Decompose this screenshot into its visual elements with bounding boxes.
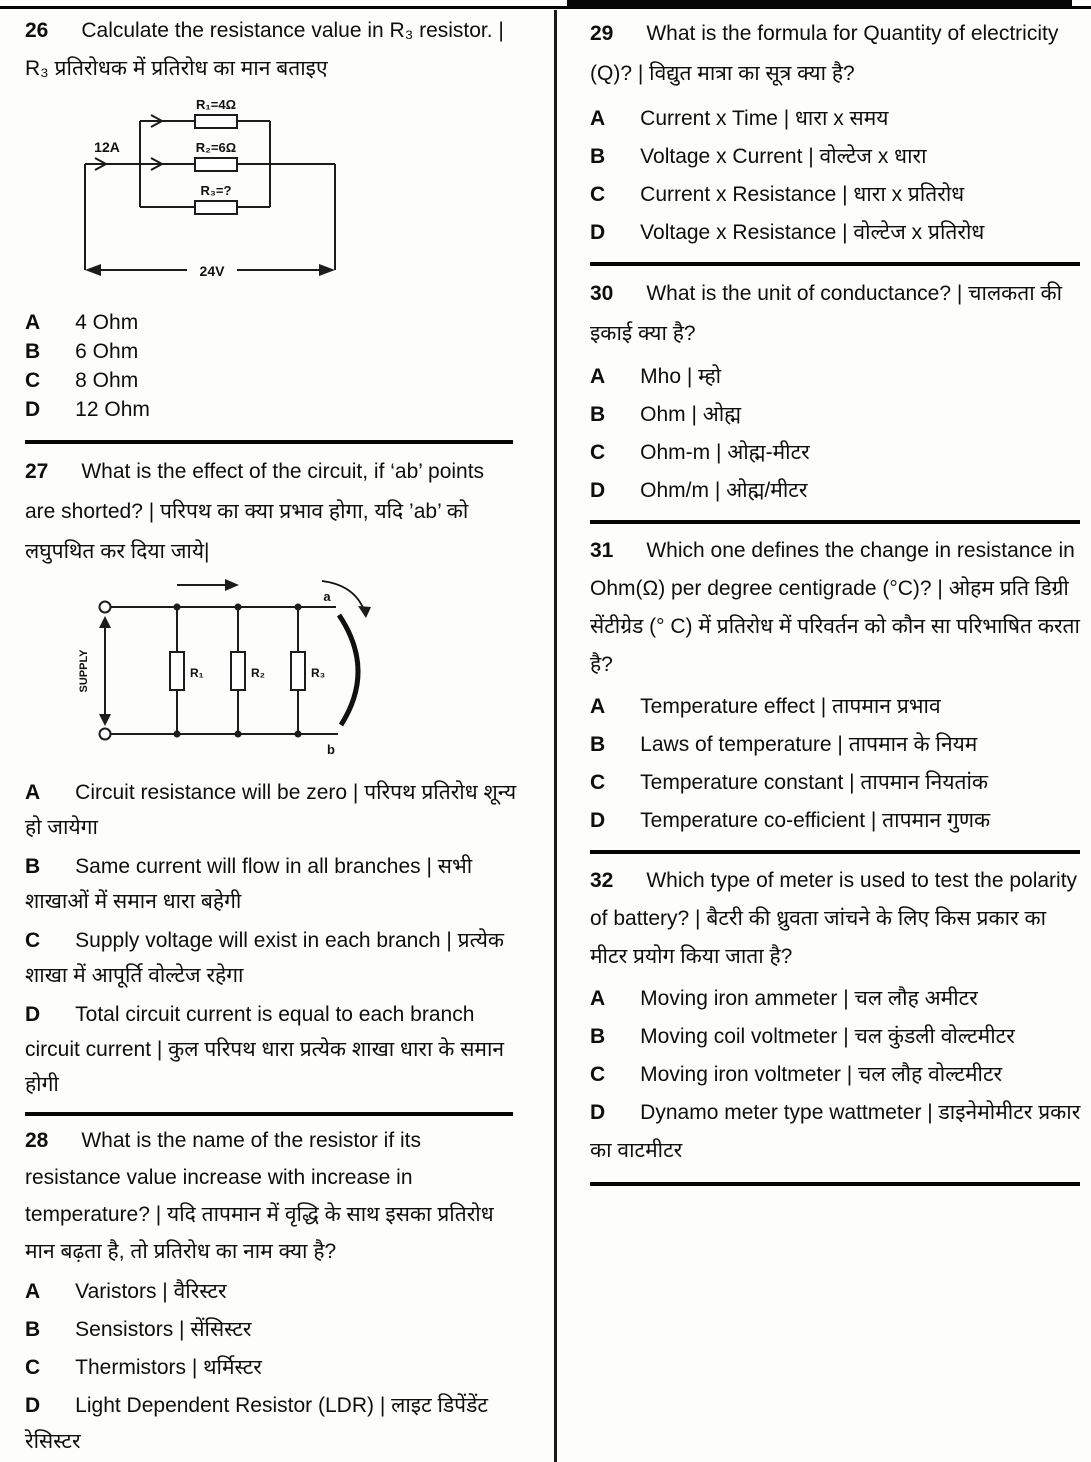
option-a: A Mho | म्हो: [590, 365, 722, 388]
question-body: Which type of meter is used to test the polarity of battery? | बैटरी की ध्रुवता जांचने के लिए किस प्रकार का मीटर प्रयोग किया जाता है?: [590, 869, 1078, 968]
question-32-text: [590, 862, 1082, 976]
option-d: D Ohm/m | ओह्म/मीटर: [590, 479, 808, 502]
column-divider: [554, 10, 557, 1462]
resistor-r1-label: R₁=4Ω: [195, 97, 237, 112]
left-column: [25, 10, 520, 1462]
supply-arrow-up: [99, 616, 111, 628]
option-d: D 12 Ohm: [25, 398, 150, 421]
question-separator: [25, 1112, 513, 1116]
resistor-r1-box: [170, 652, 184, 690]
question-29: [590, 14, 1082, 252]
question-27-text: [25, 452, 520, 572]
question-28-text: [25, 1122, 520, 1270]
page-top-rule: [0, 6, 1091, 9]
question-32: [590, 862, 1082, 1170]
option-b: B Moving coil voltmeter | चल कुंडली वोल्टमीटर: [590, 1025, 1015, 1048]
option-d: D Voltage x Resistance | वोल्टेज x प्रतिरोध: [590, 221, 985, 244]
current-label: 12A: [94, 139, 120, 155]
resistor-r3-label: R₃=?: [200, 183, 232, 198]
option-a: A Circuit resistance will be zero | परिपथ प्रतिरोध शून्य हो जायेगा: [25, 781, 517, 839]
question-body: Calculate the resistance value in R₃ resistor. | R₃ प्रतिरोधक में प्रतिरोध का मान बताइए: [25, 19, 504, 80]
resistor-r3-label: R₃: [311, 666, 326, 680]
supply-arrow-down: [99, 714, 111, 726]
question-separator: [25, 440, 513, 444]
voltage-arrow-right: [319, 264, 335, 276]
option-b: B Voltage x Current | वोल्टेज x धारा: [590, 145, 927, 168]
option-d: D Temperature co-efficient | तापमान गुणक: [590, 809, 991, 832]
question-26-text: [25, 12, 520, 88]
question-number: 32: [590, 869, 614, 892]
option-c: C Ohm-m | ओह्म-मीटर: [590, 441, 810, 464]
question-29-text: [590, 14, 1082, 94]
resistor-r3-box: [291, 652, 305, 690]
question-28: [25, 1122, 520, 1460]
question-body: What is the effect of the circuit, if ‘ab’ points are shorted? | परिपथ का क्या प्रभाव होगा, यदि ’ab’ को लघुपथित कर दिया जाये|: [25, 460, 485, 563]
question-number: 28: [25, 1129, 49, 1152]
question-separator: [590, 520, 1080, 524]
question-27-circuit-figure: [25, 574, 520, 771]
question-32-options: [590, 980, 1082, 1170]
option-c: C Current x Resistance | धारा x प्रतिरोध: [590, 183, 965, 206]
question-number: 30: [590, 282, 614, 305]
question-number: 31: [590, 539, 614, 562]
resistor-r2-box: [195, 158, 237, 171]
option-b: B Same current will flow in all branches | सभी शाखाओं में समान धारा बहेगी: [25, 855, 473, 913]
resistor-r1-label: R₁: [190, 666, 204, 680]
question-body: What is the formula for Quantity of electricity (Q)? | विद्युत मात्रा का सूत्र क्या है?: [590, 22, 1059, 85]
short-arc: [339, 615, 358, 725]
supply-terminal-bottom: [100, 729, 111, 740]
question-number: 27: [25, 460, 49, 483]
question-31-text: [590, 532, 1082, 684]
point-b-label: b: [327, 742, 335, 757]
question-26-options: [25, 308, 520, 424]
question-30: [590, 274, 1082, 510]
option-b: B Ohm | ओह्म: [590, 403, 742, 426]
question-30-text: [590, 274, 1082, 354]
question-31-options: [590, 688, 1082, 840]
question-separator: [590, 850, 1080, 854]
parallel-resistor-circuit-diagram: [25, 94, 520, 289]
option-a: A Current x Time | धारा x समय: [590, 107, 889, 130]
question-27: [25, 452, 520, 1102]
option-d: D Total circuit current is equal to each branch circuit current | कुल परिपथ धारा प्रत्येक शाखा धारा के समान होगी: [25, 1003, 505, 1096]
resistor-r2-label: R₂: [251, 666, 265, 680]
option-c: C Moving iron voltmeter | चल लौह वोल्टमीटर: [590, 1063, 1003, 1086]
option-b: B 6 Ohm: [25, 340, 139, 363]
question-27-options: [25, 775, 520, 1102]
resistor-boxes: [195, 115, 237, 214]
resistor-r1-box: [195, 115, 237, 128]
question-31: [590, 532, 1082, 840]
option-b: B Laws of temperature | तापमान के नियम: [590, 733, 978, 756]
point-a-label: a: [323, 589, 331, 604]
option-a: A Temperature effect | तापमान प्रभाव: [590, 695, 941, 718]
option-d: D Light Dependent Resistor (LDR) | लाइट डिपेंडेंट रेसिस्टर: [25, 1394, 488, 1453]
option-c: C 8 Ohm: [25, 369, 139, 392]
question-body: Which one defines the change in resistance in Ohm(Ω) per degree centigrade (°C)? | ओहम प्रति डिग्री सेंटीग्रेड (° C) में प्रतिरोध में परिवर्तन को कौन सा परिभाषित करता है?: [590, 539, 1080, 676]
voltage-arrow-left: [85, 264, 101, 276]
option-c: C Thermistors | थर्मिस्टर: [25, 1356, 262, 1379]
resistor-r2-label: R₂=6Ω: [195, 140, 237, 155]
question-30-options: [590, 358, 1082, 510]
supply-label: SUPPLY: [78, 649, 90, 693]
option-a: A Varistors | वैरिस्टर: [25, 1280, 227, 1303]
option-d: D Dynamo meter type wattmeter | डाइनेमोमीटर प्रकार का वाटमीटर: [590, 1101, 1081, 1162]
question-26: [25, 12, 520, 424]
question-separator: [590, 262, 1080, 266]
question-body: What is the name of the resistor if its resistance value increase with increase in temperature? | यदि तापमान में वृद्धि के साथ इसका प्रतिरोध मान बढ़ता है, तो प्रतिरोध का नाम क्या है?: [25, 1129, 494, 1263]
question-29-options: [590, 100, 1082, 252]
question-number: 29: [590, 22, 614, 45]
option-b: B Sensistors | सेंसिस्टर: [25, 1318, 252, 1341]
option-a: A 4 Ohm: [25, 311, 139, 334]
shorted-ab-circuit-diagram: [25, 574, 520, 766]
question-26-circuit-figure: [25, 94, 520, 294]
question-28-options: [25, 1274, 520, 1460]
option-c: C Supply voltage will exist in each branch | प्रत्येक शाखा में आपूर्ति वोल्टेज रहेगा: [25, 929, 505, 987]
option-c: C Temperature constant | तापमान नियतांक: [590, 771, 989, 794]
closing-arrow-head: [358, 606, 371, 618]
top-right-separator-fragment: [567, 0, 1072, 6]
question-body: What is the unit of conductance? | चालकता की इकाई क्या है?: [590, 282, 1063, 345]
right-column: [590, 10, 1082, 1186]
option-a: A Moving iron ammeter | चल लौह अमीटर: [590, 987, 978, 1010]
resistor-r2-box: [231, 652, 245, 690]
current-arrow-head: [225, 579, 239, 591]
question-number: 26: [25, 19, 49, 42]
supply-terminal-top: [100, 602, 111, 613]
voltage-label: 24V: [199, 263, 225, 279]
question-separator: [590, 1182, 1080, 1186]
resistor-r3-box: [195, 201, 237, 214]
